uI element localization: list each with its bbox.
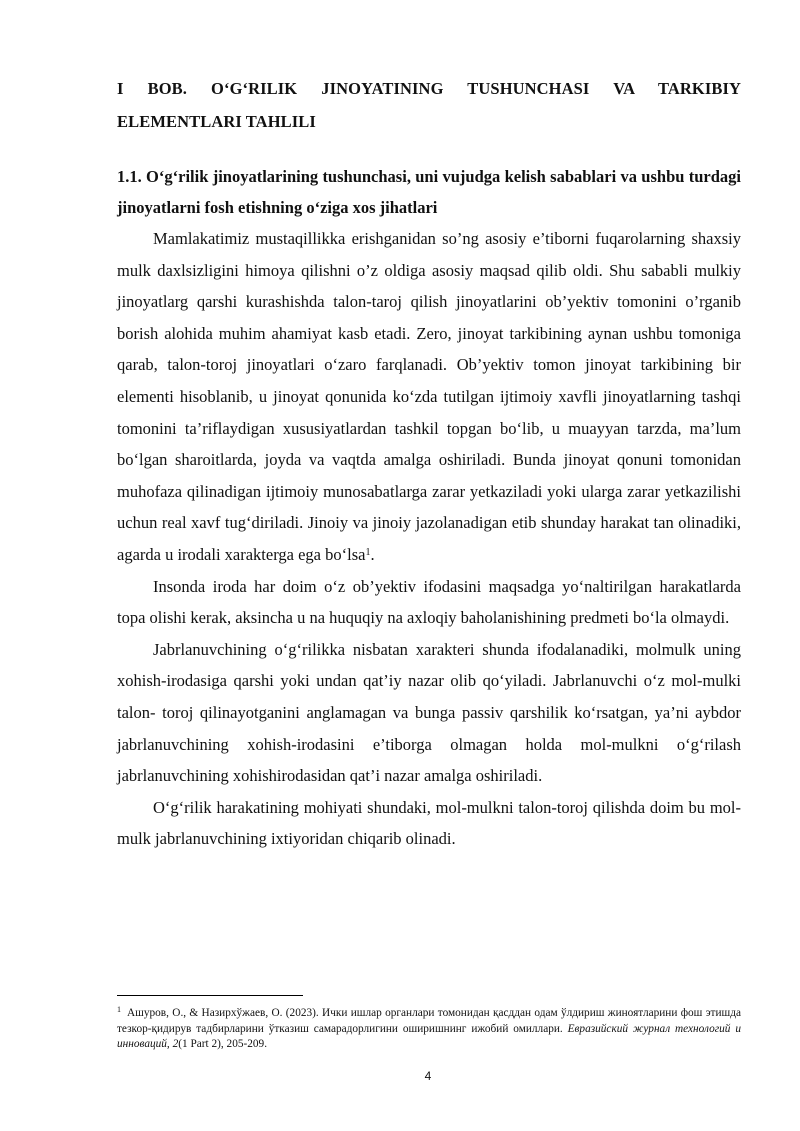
paragraph-text: Mamlakatimiz mustaqillikka erishganidan so’ng asosiy e’tiborni fuqarolarning shaxsiy mulk daxlsizligini himoya qilishni o’z oldiga asosiy maqsad qilib oldi. Shu sababli mulkiy jinoyatlarg qarshi kurashishda talon-taroj qilish jinoyatlarini ob’yektiv tomonini o’rganib borish alohida muhim ahamiyat kasb etadi. Zero, jinoyat tarkibining aynan ushbu tomoniga qarab, talon-toroj jinoyatlari o‘zaro farqlanadi. Ob’yektiv tomon jinoyat tarkibining bir elementi hisoblanib, u jinoyat qonunida ko‘zda tutilgan ijtimoiy xavfli jinoyatlarning tashqi tomonini ta’riflaydigan xususiyatlardan tashkil topgan bo‘lib, u muayyan tarzda, ma’lum bo‘lgan sharoitlarda, joyda va vaqtda amalga oshiriladi. Bunda jinoyat qonuni tomonidan muhofaza qilinadigan ijtimoiy munosabatlarga zarar yetkaziladi yoki ularga zarar yetkazilishi uchun real xavf tug‘diriladi. Jinoiy va jinoiy jazolanadigan etib shunday harakat tan olinadiki, agarda u irodali xarakterga ega bo‘lsa [117, 229, 741, 564]
footnote-text: Ашуров, О., & Назирхўжаев, О. (2023). Ички ишлар органлари томонидан қасддан одам ўлдириш жиноятларини фош этишда тезкор-қидирув тадбирларини ўтказиш самарадорлигини оширишнинг ижобий омиллари. [117, 1007, 741, 1035]
section-title: 1.1. O‘g‘rilik jinoyatlarining tushunchasi, uni vujudga kelish sabablari va ushbu turdagi jinoyatlarni fosh etishning o‘ziga xos jihatlari [117, 167, 741, 217]
paragraph: Jabrlanuvchining o‘g‘rilikka nisbatan xarakteri shunda ifodalanadiki, molmulk uning xohish-irodasiga qarshi yoki undan qat’iy nazar olib qo‘yiladi. Jabrlanuvchi o‘z mol-mulki talon- toroj qilinayotganini anglamagan va bunga passiv qarshilik ko‘rsatgan, ya’ni aybdor jabrlanuvchining xohish-irodasini e’tiborga olmagan holda mol-mulkni o‘g‘rilash jabrlanuvchining xohishirodasidan qat’i nazar amalga oshiriladi. [117, 639, 741, 786]
chapter-title: I BOB. O‘G‘RILIK JINOYATINING TUSHUNCHASI VA TARKIBIY ELEMENTLARI TAHLILI [117, 79, 741, 131]
page-number: 4 [424, 1069, 432, 1083]
page-content [117, 72, 741, 855]
footnote-separator [117, 995, 303, 996]
footnote-number: 1 [117, 1005, 121, 1014]
paragraph-end-punctuation: . [370, 544, 375, 564]
footnote-journal: Евразийский журнал технологий и инноваций, 2 [117, 1022, 741, 1050]
footnote-reference[interactable]: 1 [365, 546, 371, 558]
footnote [117, 1006, 741, 1053]
paragraph: Insonda iroda har doim o‘z ob’yektiv ifodasini maqsadga yo‘naltirilgan harakatlarda topa olishi kerak, aksincha u na huquqiy na axloqiy baholanishining predmeti bo‘la olmaydi. [117, 576, 741, 628]
footnote-text-end: (1 Part 2), 205-209. [178, 1038, 268, 1050]
paragraph [117, 223, 741, 571]
paragraph: O‘g‘rilik harakatining mohiyati shundaki, mol-mulkni talon-toroj qilishda doim bu mol- mulk jabrlanuvchining ixtiyoridan chiqarib olinadi. [117, 797, 741, 849]
